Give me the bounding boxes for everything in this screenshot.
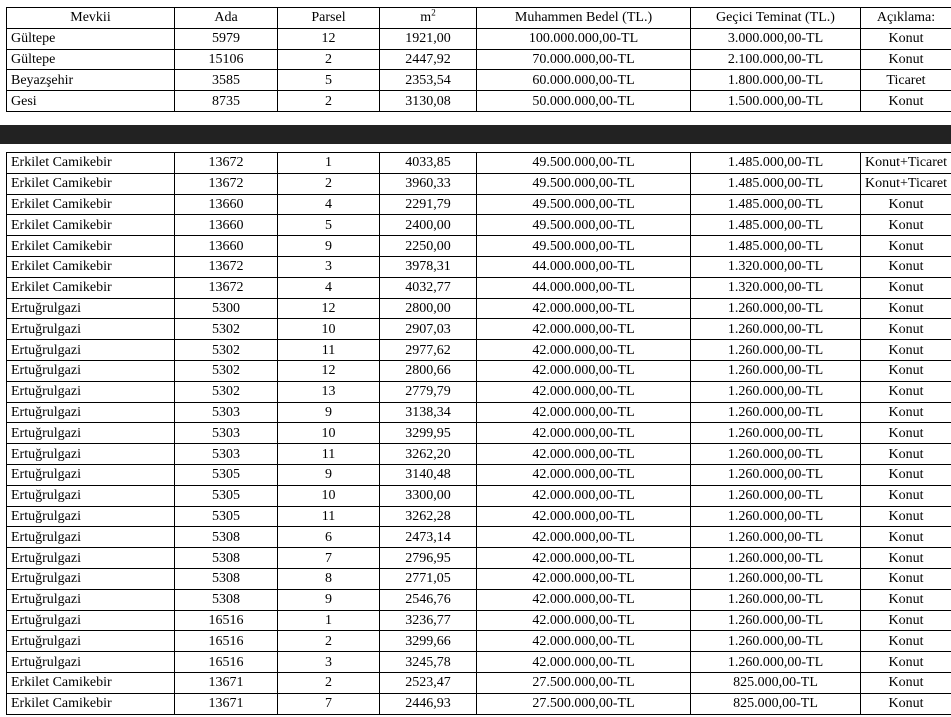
cell-teminat: 2.100.000,00-TL bbox=[691, 49, 861, 70]
cell-bedel: 42.000.000,00-TL bbox=[477, 485, 691, 506]
cell-area: 2800,66 bbox=[380, 360, 477, 381]
cell-area: 2796,95 bbox=[380, 548, 477, 569]
cell-mevkii: Erkilet Camikebir bbox=[7, 173, 175, 194]
cell-ada: 16516 bbox=[175, 652, 278, 673]
cell-aciklama: Konut bbox=[861, 423, 951, 444]
header-teminat: Geçici Teminat (TL.) bbox=[691, 8, 861, 29]
cell-bedel: 50.000.000,00-TL bbox=[477, 91, 691, 112]
cell-aciklama: Konut bbox=[861, 506, 951, 527]
cell-aciklama: Konut bbox=[861, 444, 951, 465]
cell-bedel: 70.000.000,00-TL bbox=[477, 49, 691, 70]
table-row bbox=[7, 381, 951, 402]
cell-aciklama: Konut bbox=[861, 464, 951, 485]
table-row bbox=[7, 444, 951, 465]
cell-teminat: 1.485.000,00-TL bbox=[691, 236, 861, 257]
table-row bbox=[7, 652, 951, 673]
cell-aciklama: Konut bbox=[861, 485, 951, 506]
cell-area: 3978,31 bbox=[380, 256, 477, 277]
cell-mevkii: Ertuğrulgazi bbox=[7, 402, 175, 423]
cell-aciklama: Konut+Ticaret bbox=[861, 173, 951, 194]
cell-parsel: 12 bbox=[278, 28, 380, 49]
cell-aciklama: Konut bbox=[861, 277, 951, 298]
cell-aciklama: Konut bbox=[861, 340, 951, 361]
cell-ada: 5308 bbox=[175, 527, 278, 548]
cell-area: 3140,48 bbox=[380, 464, 477, 485]
cell-teminat: 1.260.000,00-TL bbox=[691, 568, 861, 589]
cell-teminat: 1.260.000,00-TL bbox=[691, 548, 861, 569]
cell-area: 4032,77 bbox=[380, 277, 477, 298]
cell-mevkii: Gültepe bbox=[7, 28, 175, 49]
cell-bedel: 42.000.000,00-TL bbox=[477, 548, 691, 569]
cell-mevkii: Gesi bbox=[7, 91, 175, 112]
cell-teminat: 1.260.000,00-TL bbox=[691, 340, 861, 361]
cell-aciklama: Konut bbox=[861, 236, 951, 257]
cell-ada: 13672 bbox=[175, 256, 278, 277]
cell-mevkii: Ertuğrulgazi bbox=[7, 464, 175, 485]
cell-teminat: 1.800.000,00-TL bbox=[691, 70, 861, 91]
cell-bedel: 42.000.000,00-TL bbox=[477, 423, 691, 444]
cell-aciklama: Konut bbox=[861, 527, 951, 548]
cell-mevkii: Erkilet Camikebir bbox=[7, 236, 175, 257]
cell-teminat: 1.260.000,00-TL bbox=[691, 485, 861, 506]
cell-bedel: 49.500.000,00-TL bbox=[477, 173, 691, 194]
cell-ada: 13672 bbox=[175, 173, 278, 194]
cell-parsel: 2 bbox=[278, 91, 380, 112]
cell-aciklama: Konut bbox=[861, 672, 951, 693]
cell-parsel: 3 bbox=[278, 256, 380, 277]
cell-bedel: 42.000.000,00-TL bbox=[477, 610, 691, 631]
table-row bbox=[7, 91, 951, 112]
cell-bedel: 27.500.000,00-TL bbox=[477, 693, 691, 714]
cell-ada: 5305 bbox=[175, 464, 278, 485]
cell-teminat: 1.485.000,00-TL bbox=[691, 194, 861, 215]
cell-mevkii: Erkilet Camikebir bbox=[7, 277, 175, 298]
cell-area: 2977,62 bbox=[380, 340, 477, 361]
cell-ada: 5305 bbox=[175, 485, 278, 506]
cell-teminat: 1.260.000,00-TL bbox=[691, 506, 861, 527]
cell-aciklama: Konut bbox=[861, 256, 951, 277]
table-row bbox=[7, 277, 951, 298]
header-row bbox=[7, 8, 951, 29]
cell-bedel: 42.000.000,00-TL bbox=[477, 568, 691, 589]
header-area-unit: m bbox=[420, 10, 432, 26]
cell-ada: 5303 bbox=[175, 402, 278, 423]
cell-area: 3262,28 bbox=[380, 506, 477, 527]
table-row bbox=[7, 464, 951, 485]
cell-parsel: 9 bbox=[278, 589, 380, 610]
cell-aciklama: Konut bbox=[861, 652, 951, 673]
cell-ada: 5305 bbox=[175, 506, 278, 527]
header-bedel: Muhammen Bedel (TL.) bbox=[477, 8, 691, 29]
cell-bedel: 42.000.000,00-TL bbox=[477, 381, 691, 402]
cell-mevkii: Ertuğrulgazi bbox=[7, 506, 175, 527]
cell-ada: 5302 bbox=[175, 381, 278, 402]
cell-teminat: 1.485.000,00-TL bbox=[691, 153, 861, 174]
cell-teminat: 1.260.000,00-TL bbox=[691, 652, 861, 673]
cell-bedel: 42.000.000,00-TL bbox=[477, 464, 691, 485]
table-row bbox=[7, 610, 951, 631]
cell-ada: 8735 bbox=[175, 91, 278, 112]
cell-area: 2907,03 bbox=[380, 319, 477, 340]
cell-teminat: 1.260.000,00-TL bbox=[691, 381, 861, 402]
table-row bbox=[7, 423, 951, 444]
cell-mevkii: Ertuğrulgazi bbox=[7, 631, 175, 652]
cell-parsel: 3 bbox=[278, 652, 380, 673]
cell-teminat: 1.260.000,00-TL bbox=[691, 298, 861, 319]
cell-parsel: 11 bbox=[278, 444, 380, 465]
cell-mevkii: Ertuğrulgazi bbox=[7, 652, 175, 673]
cell-ada: 3585 bbox=[175, 70, 278, 91]
cell-area: 2546,76 bbox=[380, 589, 477, 610]
cell-area: 1921,00 bbox=[380, 28, 477, 49]
cell-mevkii: Ertuğrulgazi bbox=[7, 381, 175, 402]
cell-parsel: 5 bbox=[278, 70, 380, 91]
table-row bbox=[7, 693, 951, 714]
cell-parsel: 9 bbox=[278, 236, 380, 257]
cell-area: 2291,79 bbox=[380, 194, 477, 215]
header-mevkii: Mevkii bbox=[7, 8, 175, 29]
table-row bbox=[7, 506, 951, 527]
cell-bedel: 42.000.000,00-TL bbox=[477, 527, 691, 548]
cell-mevkii: Erkilet Camikebir bbox=[7, 693, 175, 714]
cell-aciklama: Konut bbox=[861, 381, 951, 402]
cell-mevkii: Ertuğrulgazi bbox=[7, 340, 175, 361]
table-row bbox=[7, 173, 951, 194]
table-row bbox=[7, 631, 951, 652]
table-row bbox=[7, 256, 951, 277]
parcel-table-top bbox=[6, 7, 951, 112]
cell-parsel: 1 bbox=[278, 153, 380, 174]
cell-ada: 5302 bbox=[175, 340, 278, 361]
cell-parsel: 4 bbox=[278, 194, 380, 215]
cell-bedel: 49.500.000,00-TL bbox=[477, 215, 691, 236]
cell-mevkii: Ertuğrulgazi bbox=[7, 548, 175, 569]
cell-bedel: 60.000.000,00-TL bbox=[477, 70, 691, 91]
table-row bbox=[7, 402, 951, 423]
cell-bedel: 42.000.000,00-TL bbox=[477, 506, 691, 527]
cell-ada: 5302 bbox=[175, 319, 278, 340]
cell-mevkii: Ertuğrulgazi bbox=[7, 485, 175, 506]
cell-mevkii: Ertuğrulgazi bbox=[7, 444, 175, 465]
cell-area: 2523,47 bbox=[380, 672, 477, 693]
table-row bbox=[7, 153, 951, 174]
table-row bbox=[7, 70, 951, 91]
cell-bedel: 42.000.000,00-TL bbox=[477, 319, 691, 340]
cell-bedel: 44.000.000,00-TL bbox=[477, 277, 691, 298]
table-row bbox=[7, 215, 951, 236]
cell-bedel: 42.000.000,00-TL bbox=[477, 360, 691, 381]
cell-area: 3299,66 bbox=[380, 631, 477, 652]
cell-mevkii: Gültepe bbox=[7, 49, 175, 70]
cell-aciklama: Konut bbox=[861, 568, 951, 589]
cell-parsel: 2 bbox=[278, 672, 380, 693]
cell-ada: 13672 bbox=[175, 153, 278, 174]
cell-ada: 5979 bbox=[175, 28, 278, 49]
header-parsel: Parsel bbox=[278, 8, 380, 29]
cell-ada: 13660 bbox=[175, 236, 278, 257]
cell-parsel: 2 bbox=[278, 49, 380, 70]
table-row bbox=[7, 319, 951, 340]
cell-bedel: 27.500.000,00-TL bbox=[477, 672, 691, 693]
cell-teminat: 1.260.000,00-TL bbox=[691, 423, 861, 444]
cell-aciklama: Konut bbox=[861, 360, 951, 381]
cell-mevkii: Ertuğrulgazi bbox=[7, 423, 175, 444]
cell-area: 3236,77 bbox=[380, 610, 477, 631]
cell-parsel: 10 bbox=[278, 423, 380, 444]
cell-area: 2250,00 bbox=[380, 236, 477, 257]
cell-area: 2446,93 bbox=[380, 693, 477, 714]
cell-area: 2779,79 bbox=[380, 381, 477, 402]
cell-teminat: 1.260.000,00-TL bbox=[691, 527, 861, 548]
table-row bbox=[7, 527, 951, 548]
cell-parsel: 2 bbox=[278, 631, 380, 652]
cell-bedel: 49.500.000,00-TL bbox=[477, 194, 691, 215]
cell-aciklama: Konut bbox=[861, 91, 951, 112]
cell-bedel: 42.000.000,00-TL bbox=[477, 589, 691, 610]
cell-mevkii: Erkilet Camikebir bbox=[7, 256, 175, 277]
cell-aciklama: Konut bbox=[861, 402, 951, 423]
table-row bbox=[7, 485, 951, 506]
cell-teminat: 1.260.000,00-TL bbox=[691, 610, 861, 631]
cell-teminat: 1.485.000,00-TL bbox=[691, 173, 861, 194]
cell-bedel: 42.000.000,00-TL bbox=[477, 298, 691, 319]
cell-mevkii: Ertuğrulgazi bbox=[7, 589, 175, 610]
cell-aciklama: Ticaret bbox=[861, 70, 951, 91]
table-row bbox=[7, 28, 951, 49]
table-row bbox=[7, 236, 951, 257]
cell-bedel: 44.000.000,00-TL bbox=[477, 256, 691, 277]
cell-teminat: 1.260.000,00-TL bbox=[691, 319, 861, 340]
cell-teminat: 1.260.000,00-TL bbox=[691, 402, 861, 423]
cell-ada: 13672 bbox=[175, 277, 278, 298]
cell-area: 3299,95 bbox=[380, 423, 477, 444]
cell-area: 3138,34 bbox=[380, 402, 477, 423]
cell-teminat: 1.260.000,00-TL bbox=[691, 360, 861, 381]
cell-bedel: 100.000.000,00-TL bbox=[477, 28, 691, 49]
cell-parsel: 11 bbox=[278, 340, 380, 361]
cell-aciklama: Konut bbox=[861, 215, 951, 236]
cell-area: 2771,05 bbox=[380, 568, 477, 589]
cell-area: 3245,78 bbox=[380, 652, 477, 673]
cell-ada: 5303 bbox=[175, 444, 278, 465]
cell-teminat: 1.260.000,00-TL bbox=[691, 444, 861, 465]
cell-parsel: 4 bbox=[278, 277, 380, 298]
cell-ada: 15106 bbox=[175, 49, 278, 70]
table-row bbox=[7, 568, 951, 589]
cell-parsel: 10 bbox=[278, 319, 380, 340]
cell-teminat: 1.320.000,00-TL bbox=[691, 277, 861, 298]
cell-parsel: 11 bbox=[278, 506, 380, 527]
cell-aciklama: Konut bbox=[861, 298, 951, 319]
cell-aciklama: Konut bbox=[861, 194, 951, 215]
header-area-exponent: 2 bbox=[431, 7, 436, 18]
cell-bedel: 42.000.000,00-TL bbox=[477, 340, 691, 361]
cell-ada: 5308 bbox=[175, 548, 278, 569]
cell-parsel: 2 bbox=[278, 173, 380, 194]
cell-ada: 16516 bbox=[175, 610, 278, 631]
cell-ada: 5302 bbox=[175, 360, 278, 381]
cell-area: 3130,08 bbox=[380, 91, 477, 112]
cell-area: 4033,85 bbox=[380, 153, 477, 174]
cell-ada: 13660 bbox=[175, 194, 278, 215]
cell-area: 3300,00 bbox=[380, 485, 477, 506]
cell-ada: 5308 bbox=[175, 568, 278, 589]
cell-area: 2473,14 bbox=[380, 527, 477, 548]
cell-parsel: 7 bbox=[278, 548, 380, 569]
cell-area: 2353,54 bbox=[380, 70, 477, 91]
table-row bbox=[7, 49, 951, 70]
cell-ada: 5308 bbox=[175, 589, 278, 610]
table-row bbox=[7, 360, 951, 381]
cell-parsel: 5 bbox=[278, 215, 380, 236]
cell-aciklama: Konut bbox=[861, 49, 951, 70]
cell-ada: 16516 bbox=[175, 631, 278, 652]
cell-mevkii: Ertuğrulgazi bbox=[7, 298, 175, 319]
cell-area: 3960,33 bbox=[380, 173, 477, 194]
cell-aciklama: Konut bbox=[861, 693, 951, 714]
cell-teminat: 1.485.000,00-TL bbox=[691, 215, 861, 236]
cell-bedel: 42.000.000,00-TL bbox=[477, 444, 691, 465]
cell-teminat: 1.260.000,00-TL bbox=[691, 589, 861, 610]
table-row bbox=[7, 194, 951, 215]
cell-ada: 13671 bbox=[175, 672, 278, 693]
cell-mevkii: Erkilet Camikebir bbox=[7, 194, 175, 215]
cell-teminat: 1.260.000,00-TL bbox=[691, 631, 861, 652]
cell-mevkii: Ertuğrulgazi bbox=[7, 319, 175, 340]
cell-teminat: 1.500.000,00-TL bbox=[691, 91, 861, 112]
cell-parsel: 6 bbox=[278, 527, 380, 548]
cell-aciklama: Konut bbox=[861, 319, 951, 340]
cell-teminat: 1.320.000,00-TL bbox=[691, 256, 861, 277]
cell-aciklama: Konut bbox=[861, 28, 951, 49]
cell-parsel: 7 bbox=[278, 693, 380, 714]
cell-teminat: 3.000.000,00-TL bbox=[691, 28, 861, 49]
cell-mevkii: Ertuğrulgazi bbox=[7, 527, 175, 548]
header-ada: Ada bbox=[175, 8, 278, 29]
cell-mevkii: Erkilet Camikebir bbox=[7, 215, 175, 236]
cell-teminat: 1.260.000,00-TL bbox=[691, 464, 861, 485]
header-aciklama: Açıklama: bbox=[861, 8, 951, 29]
table-row bbox=[7, 589, 951, 610]
cell-aciklama: Konut bbox=[861, 589, 951, 610]
cell-mevkii: Ertuğrulgazi bbox=[7, 568, 175, 589]
cell-mevkii: Ertuğrulgazi bbox=[7, 360, 175, 381]
cell-mevkii: Erkilet Camikebir bbox=[7, 672, 175, 693]
cell-aciklama: Konut bbox=[861, 610, 951, 631]
cell-parsel: 13 bbox=[278, 381, 380, 402]
table-row bbox=[7, 672, 951, 693]
cell-parsel: 12 bbox=[278, 298, 380, 319]
cell-mevkii: Beyazşehir bbox=[7, 70, 175, 91]
cell-aciklama: Konut bbox=[861, 548, 951, 569]
cell-parsel: 9 bbox=[278, 402, 380, 423]
cell-ada: 13671 bbox=[175, 693, 278, 714]
cell-bedel: 42.000.000,00-TL bbox=[477, 402, 691, 423]
cell-aciklama: Konut+Ticaret bbox=[861, 153, 951, 174]
parcel-table-bottom bbox=[6, 152, 951, 715]
cell-area: 2447,92 bbox=[380, 49, 477, 70]
cell-bedel: 42.000.000,00-TL bbox=[477, 631, 691, 652]
cell-ada: 5303 bbox=[175, 423, 278, 444]
cell-ada: 13660 bbox=[175, 215, 278, 236]
cell-aciklama: Konut bbox=[861, 631, 951, 652]
cell-bedel: 42.000.000,00-TL bbox=[477, 652, 691, 673]
cell-bedel: 49.500.000,00-TL bbox=[477, 153, 691, 174]
header-area bbox=[380, 8, 477, 29]
cell-mevkii: Erkilet Camikebir bbox=[7, 153, 175, 174]
cell-area: 2400,00 bbox=[380, 215, 477, 236]
cell-parsel: 10 bbox=[278, 485, 380, 506]
table-row bbox=[7, 548, 951, 569]
cell-parsel: 12 bbox=[278, 360, 380, 381]
cell-teminat: 825.000,00-TL bbox=[691, 672, 861, 693]
table-row bbox=[7, 340, 951, 361]
table-row bbox=[7, 298, 951, 319]
cell-mevkii: Ertuğrulgazi bbox=[7, 610, 175, 631]
cell-parsel: 8 bbox=[278, 568, 380, 589]
cell-area: 3262,20 bbox=[380, 444, 477, 465]
cell-teminat: 825.000,00-TL bbox=[691, 693, 861, 714]
cell-bedel: 49.500.000,00-TL bbox=[477, 236, 691, 257]
cell-parsel: 1 bbox=[278, 610, 380, 631]
cell-area: 2800,00 bbox=[380, 298, 477, 319]
section-divider-bar bbox=[0, 125, 951, 144]
cell-parsel: 9 bbox=[278, 464, 380, 485]
cell-ada: 5300 bbox=[175, 298, 278, 319]
